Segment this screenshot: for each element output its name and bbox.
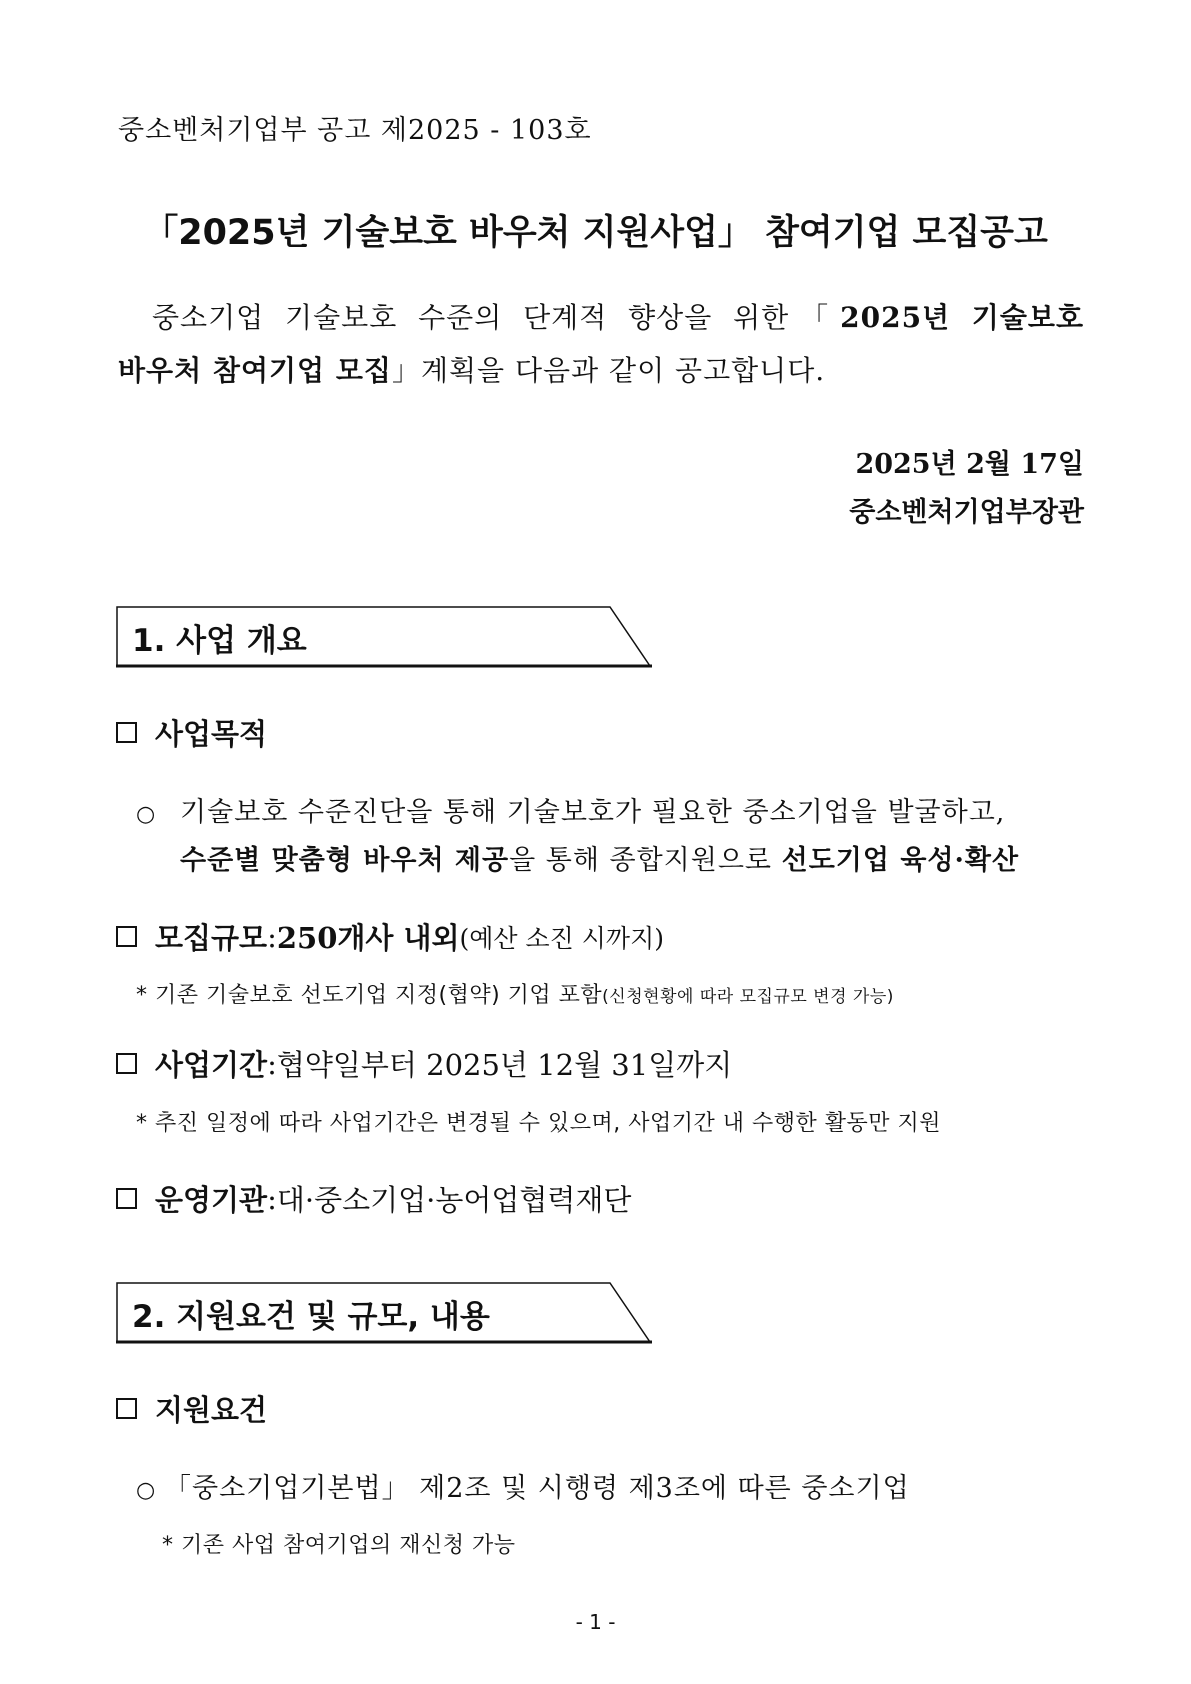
scale-heading: [116, 916, 664, 957]
section-2-title: 2. 지원요건 및 규모, 내용: [132, 1299, 490, 1335]
checkbox-square-icon: [116, 1188, 137, 1209]
asterisk-mark: *: [136, 983, 148, 1008]
document-title: 「2025년 기술보호 바우처 지원사업」 참여기업 모집공고: [143, 213, 1048, 253]
intro-line-1: [118, 296, 1084, 336]
purpose-bold-1: 수준별 맞춤형 바우처 제공: [180, 845, 510, 876]
section-2-heading-box: [116, 1282, 652, 1344]
requirements-label: 지원요건: [155, 1393, 268, 1427]
checkbox-square-icon: [116, 1398, 137, 1419]
requirements-text-1: 「중소기업기본법」 제2조 및 시행령 제3조에 따른 중소기업: [164, 1473, 910, 1504]
purpose-heading: [116, 712, 267, 753]
operator-value: 대·중소기업·농어업협력재단: [276, 1183, 632, 1217]
period-heading: [116, 1043, 732, 1084]
scale-label: 모집규모: [155, 921, 268, 955]
operator-label: 운영기관: [155, 1183, 268, 1217]
purpose-bullet-line-2: [180, 838, 1019, 877]
scale-note-text: 기존 기술보호 선도기업 지정(협약) 기업 포함: [155, 983, 603, 1008]
minister-name: 중소벤처기업부장관: [849, 497, 1084, 528]
circle-bullet-icon: ○: [136, 1478, 157, 1503]
asterisk-mark: *: [136, 1111, 148, 1136]
section-1-title: 1. 사업 개요: [132, 623, 307, 659]
intro-line-2: [118, 349, 1084, 389]
asterisk-mark: *: [162, 1533, 174, 1558]
intro-bold-text-2: 바우처 참여기업 모집: [118, 354, 392, 387]
checkbox-square-icon: [116, 1053, 137, 1074]
scale-note: [136, 978, 894, 1009]
intro-rest-text: 」계획을 다음과 같이 공고합니다.: [391, 354, 826, 387]
requirements-heading: [116, 1388, 267, 1429]
checkbox-square-icon: [116, 926, 137, 947]
scale-value: 250개사 내외: [276, 921, 460, 955]
requirements-bullet-line-1: [136, 1466, 910, 1505]
operator-heading: [116, 1178, 631, 1219]
period-label: 사업기간: [155, 1048, 268, 1082]
period-value: 협약일부터 2025년 12월 31일까지: [276, 1048, 733, 1082]
operator-separator: :: [267, 1181, 277, 1216]
circle-bullet-icon: ○: [136, 802, 157, 827]
period-note: [136, 1106, 941, 1137]
intro-lead-text: 중소기업 기술보호 수준의 단계적 향상을 위한「: [152, 301, 841, 334]
purpose-label: 사업목적: [155, 717, 268, 751]
scale-note-small: (신청현황에 따라 모집규모 변경 가능): [602, 987, 894, 1007]
period-separator: :: [267, 1046, 277, 1081]
purpose-mid: 을 통해 종합지원으로: [509, 845, 782, 876]
intro-bold-text-1: 2025년 기술보호: [840, 301, 1085, 334]
purpose-bold-2: 선도기업 육성·확산: [781, 845, 1020, 876]
requirements-note-text: 기존 사업 참여기업의 재신청 가능: [181, 1533, 516, 1558]
requirements-note: [162, 1528, 516, 1559]
publication-date: 2025년 2월 17일: [855, 449, 1084, 480]
section-1-heading-box: [116, 606, 652, 668]
scale-value-note: (예산 소진 시까지): [459, 923, 664, 953]
period-note-text: 추진 일정에 따라 사업기간은 변경될 수 있으며, 사업기간 내 수행한 활동만 지원: [155, 1111, 941, 1136]
purpose-bullet-line-1: [136, 790, 1005, 829]
purpose-text-1: 기술보호 수준진단을 통해 기술보호가 필요한 중소기업을 발굴하고,: [180, 797, 1006, 828]
scale-separator: :: [267, 919, 277, 954]
notice-number: 중소벤처기업부 공고 제2025 - 103호: [118, 115, 592, 146]
checkbox-square-icon: [116, 722, 137, 743]
page-number: - 1 -: [575, 1610, 616, 1634]
